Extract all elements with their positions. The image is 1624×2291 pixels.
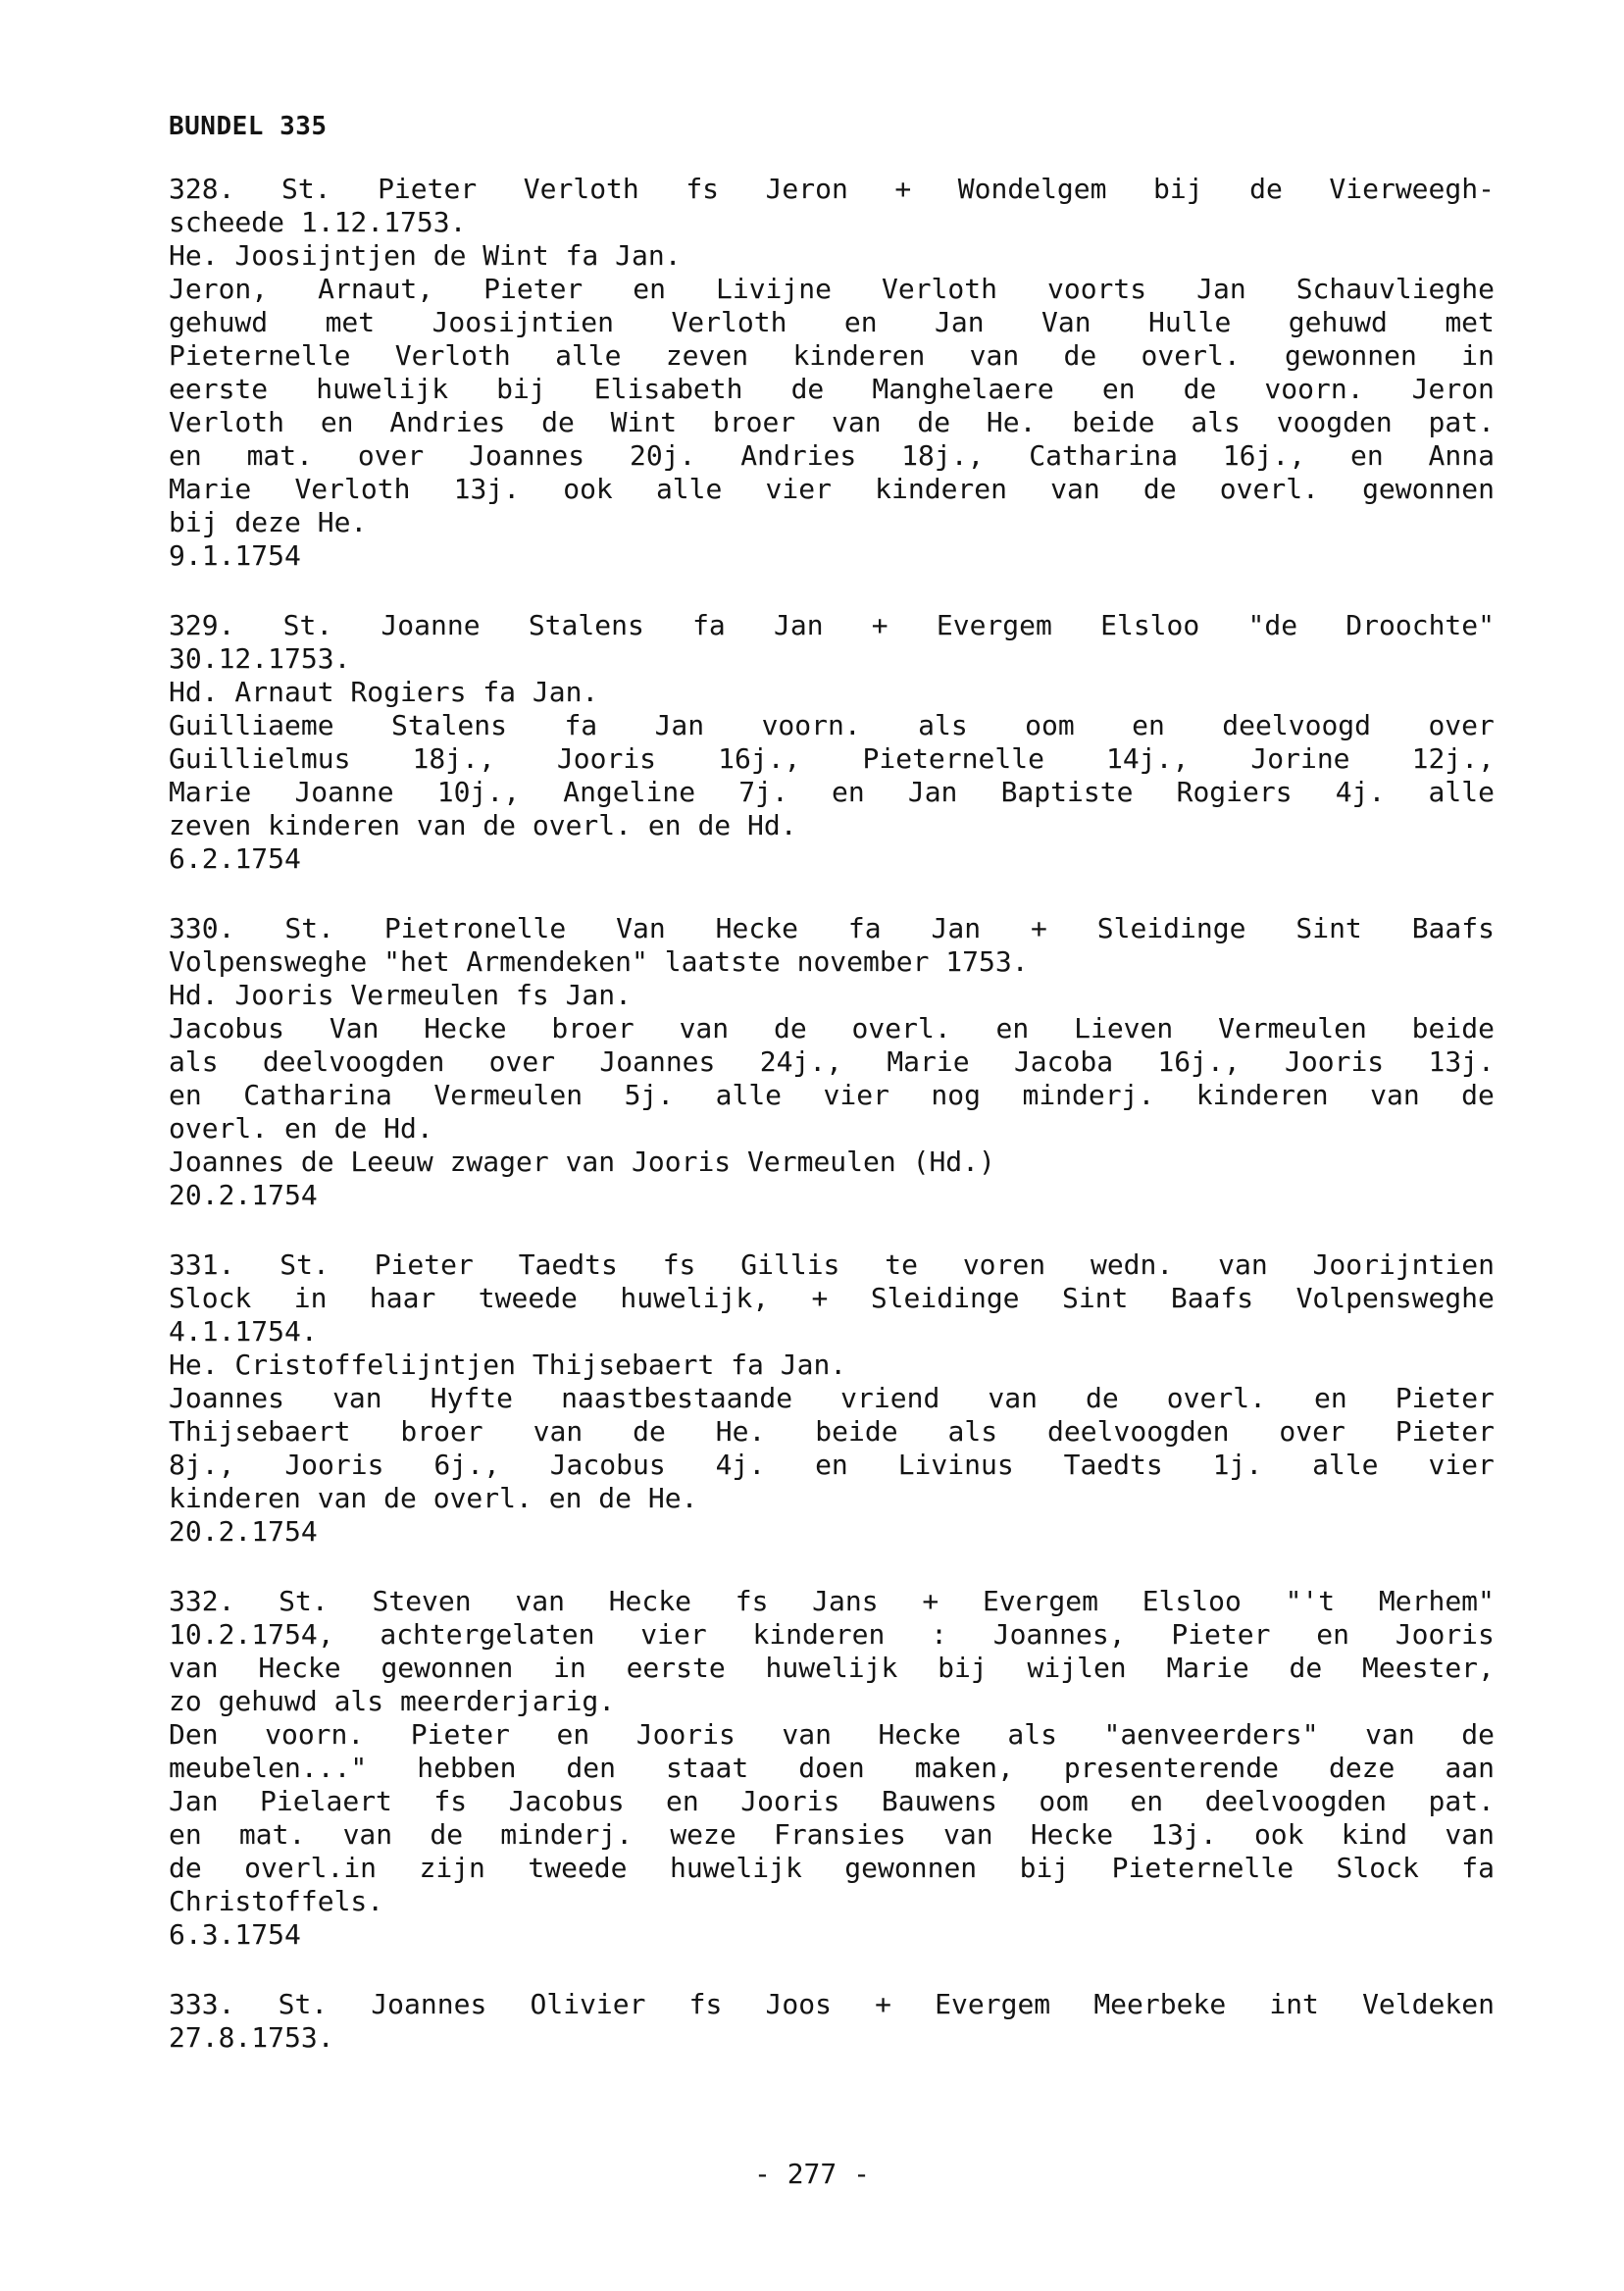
entry-line: zo gehuwd als meerderjarig. [169,1685,616,1717]
entry-line: He. Cristoffelijntjen Thijsebaert fa Jan. [169,1349,847,1381]
entry-line: Hd. Arnaut Rogiers fa Jan. [169,676,599,708]
entry-line: Pieternelle Verloth alle zeven kinderen van de overl. gewonnen in [169,339,1495,372]
entry-line: 9.1.1754 [169,539,301,572]
entry-line: 330. St. Pietronelle Van Hecke fa Jan + Sleidinge Sint Baafs [169,912,1495,944]
entry-line: Christoffels. [169,1885,384,1917]
entry-line: Marie Joanne 10j., Angeline 7j. en Jan Baptiste Rogiers 4j. alle [169,776,1495,808]
entry-line: Marie Verloth 13j. ook alle vier kinderen van de overl. gewonnen [169,473,1495,505]
entry-line: Slock in haar tweede huwelijk, + Sleidinge Sint Baafs Volpensweghe [169,1282,1495,1314]
entry-line: 8j., Jooris 6j., Jacobus 4j. en Livinus Taedts 1j. alle vier [169,1449,1495,1481]
entry-line: 332. St. Steven van Hecke fs Jans + Evergem Elsloo "'t Merhem" [169,1585,1495,1617]
entry-line: van Hecke gewonnen in eerste huwelijk bij wijlen Marie de Meester, [169,1652,1495,1684]
entry-line: 331. St. Pieter Taedts fs Gillis te voren wedn. van Joorijntien [169,1248,1495,1281]
entries-list [169,173,1495,2055]
entry-line: meubelen..." hebben den staat doen maken, presenterende deze aan [169,1752,1495,1784]
entry-line: 27.8.1753. [169,2021,334,2054]
entry-line: eerste huwelijk bij Elisabeth de Manghelaere en de voorn. Jeron [169,373,1495,405]
record-entry [169,173,1495,573]
entry-line: 333. St. Joannes Olivier fs Joos + Evergem Meerbeke int Veldeken [169,1988,1495,2020]
entry-line: 20.2.1754 [169,1515,318,1548]
document-page [169,110,1495,2091]
entry-line: Jeron, Arnaut, Pieter en Livijne Verloth voorts Jan Schauvlieghe [169,273,1495,305]
page-number: - 277 - [753,2158,870,2190]
entry-line: 30.12.1753. [169,642,351,675]
record-entry [169,1585,1495,1952]
entry-line: 6.3.1754 [169,1918,301,1951]
entry-line: 6.2.1754 [169,842,301,875]
entry-line: 328. St. Pieter Verloth fs Jeron + Wondelgem bij de Vierweegh- [169,173,1495,205]
entry-line: Thijsebaert broer van de He. beide als deelvoogden over Pieter [169,1415,1495,1448]
entry-line: He. Joosijntjen de Wint fa Jan. [169,239,682,272]
entry-line: kinderen van de overl. en de He. [169,1482,698,1514]
record-entry [169,1988,1495,2055]
entry-line: als deelvoogden over Joannes 24j., Marie Jacoba 16j., Jooris 13j. [169,1045,1495,1078]
record-entry [169,1248,1495,1549]
entry-line: Jacobus Van Hecke broer van de overl. en Lieven Vermeulen beide [169,1012,1495,1044]
entry-line: Den voorn. Pieter en Jooris van Hecke als "aenveerders" van de [169,1718,1495,1751]
entry-line: 20.2.1754 [169,1179,318,1211]
entry-line: Guilliaeme Stalens fa Jan voorn. als oom en deelvoogd over [169,709,1495,741]
entry-line: 4.1.1754. [169,1315,318,1348]
record-entry [169,912,1495,1212]
entry-line: Guillielmus 18j., Jooris 16j., Pieternelle 14j., Jorine 12j., [169,742,1495,775]
entry-line: en mat. over Joannes 20j. Andries 18j., Catharina 16j., en Anna [169,439,1495,472]
entry-line: Joannes van Hyfte naastbestaande vriend van de overl. en Pieter [169,1382,1495,1414]
entry-line: en Catharina Vermeulen 5j. alle vier nog minderj. kinderen van de [169,1079,1495,1111]
entry-line: Verloth en Andries de Wint broer van de He. beide als voogden pat. [169,406,1495,438]
entry-line: zeven kinderen van de overl. en de Hd. [169,809,797,841]
entry-line: bij deze He. [169,506,368,538]
entry-line: scheede 1.12.1753. [169,206,467,238]
entry-line: Joannes de Leeuw zwager van Jooris Vermeulen (Hd.) [169,1146,995,1178]
entry-line: Volpensweghe "het Armendeken" laatste november 1753. [169,945,1029,978]
entry-line: 10.2.1754, achtergelaten vier kinderen : Joannes, Pieter en Jooris [169,1618,1495,1651]
entry-line: de overl.in zijn tweede huwelijk gewonnen bij Pieternelle Slock fa [169,1852,1495,1884]
record-entry [169,609,1495,876]
entry-line: Hd. Jooris Vermeulen fs Jan. [169,979,633,1011]
bundle-header: BUNDEL 335 [169,112,328,141]
entry-line: overl. en de Hd. [169,1112,433,1145]
entry-line: gehuwd met Joosijntien Verloth en Jan Van Hulle gehuwd met [169,306,1495,338]
entry-line: Jan Pielaert fs Jacobus en Jooris Bauwens oom en deelvoogden pat. [169,1785,1495,1817]
entry-line: en mat. van de minderj. weze Fransies van Hecke 13j. ook kind van [169,1818,1495,1851]
entry-line: 329. St. Joanne Stalens fa Jan + Evergem Elsloo "de Droochte" [169,609,1495,641]
